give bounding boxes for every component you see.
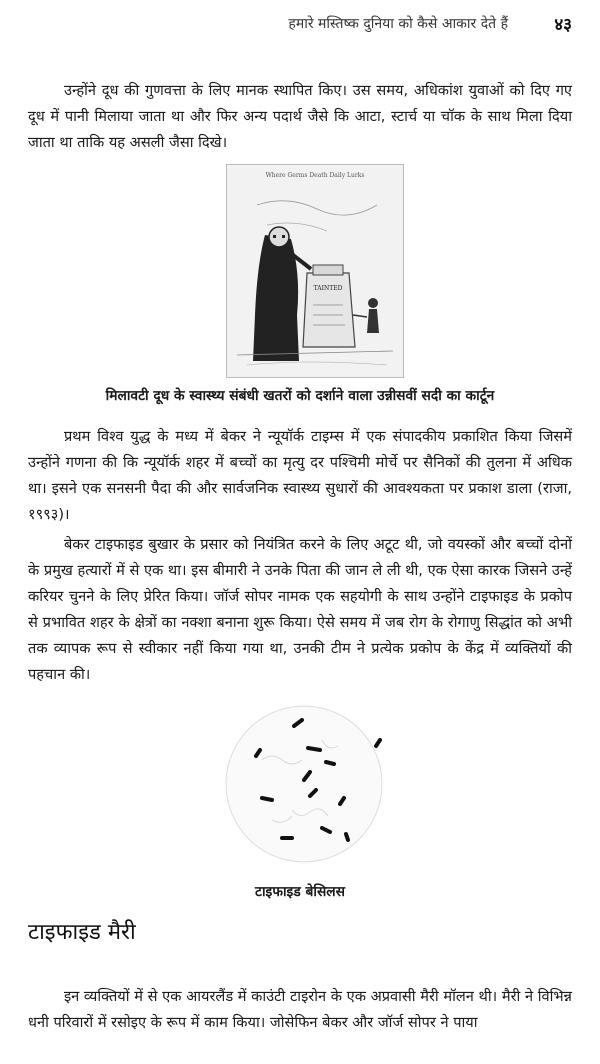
cartoon-caption: मिलावटी दूध के स्वास्थ्य संबंधी खतरों को दर्शाने वाला उन्नीसवीं सदी का कार्टून (105, 388, 495, 404)
paragraph-editorial: प्रथम विश्व युद्ध के मध्य में बेकर ने न्यूयॉर्क टाइम्स में एक संपादकीय प्रकाशित किया जिसमें उन्होंने गणना की कि न्यूयॉर्क शहर में बच्चों का मृत्यु दर पश्चिमी मोर्चे पर सैनिकों की तुलना में अधिक था। इसने एक सनसनी पैदा की और सार्वजनिक स्वास्थ्य सुधारों की आवश्यकता पर प्रकाश डाला (राजा, १९९३)। (28, 428, 572, 523)
bacillus-caption: टाइफाइड बेसिलस (255, 884, 345, 900)
paragraph-mary-mallon: इन व्यक्तियों में से एक आयरलैंड में काउंटी टाइरोन के एक अप्रवासी मैरी मॉलन थी। मैरी ने विभिन्न धनी परिवारों में रसोइए के रूप में काम किया। जोसेफिन बेकर और जॉर्ज सोपर ने पाया (28, 988, 572, 1031)
page-number: ४३ (554, 15, 572, 35)
milk-cartoon-illustration (227, 165, 403, 377)
page-header (0, 8, 600, 36)
milk-cartoon-figure (226, 164, 404, 378)
paragraph-milk-standards: उन्होंने दूध की गुणवत्ता के लिए मानक स्थापित किए। उस समय, अधिकांश युवाओं को दिए गए दूध में पानी मिलाया जाता था और फिर अन्य पदार्थ जैसे कि आटा, स्टार्च या चॉक के साथ मिला दिया जाता था ताकि यह असली जैसा दिखे। (28, 82, 572, 151)
paragraph-typhoid-mapping: बेकर टाइफाइड बुखार के प्रसार को नियंत्रित करने के लिए अटूट थी, जो वयस्कों और बच्चों दोनों के प्रमुख हत्यारों में से एक था। इस बीमारी ने उनके पिता की जान ले ली थी, एक ऐसा कारक जिसने उन्हें करियर चुनने के लिए प्रेरित किया। जॉर्ज सोपर नामक एक सहयोगी के साथ उन्होंने टाइफाइड के प्रकोप से प्रभावित शहर के क्षेत्रों का नक्शा बनाना शुरू किया। ऐसे समय में जब रोग के रोगाणु सिद्धांत को अभी तक व्यापक रूप से स्वीकार नहीं किया गया था, उनकी टीम ने प्रत्येक प्रकोप के केंद्र में व्यक्तियों की पहचान की। (28, 536, 572, 683)
bacillus-micrograph (222, 700, 386, 868)
cartoon-can-label: TAINTED (313, 285, 343, 292)
typhoid-bacillus-figure (222, 700, 386, 868)
cartoon-top-text: Where Germs Death Daily Lurks (265, 172, 365, 179)
running-title: हमारे मस्तिष्क दुनिया को कैसे आकार देते हैं (288, 16, 508, 32)
section-heading-typhoid-mary: टाइफाइड मैरी (28, 920, 136, 945)
